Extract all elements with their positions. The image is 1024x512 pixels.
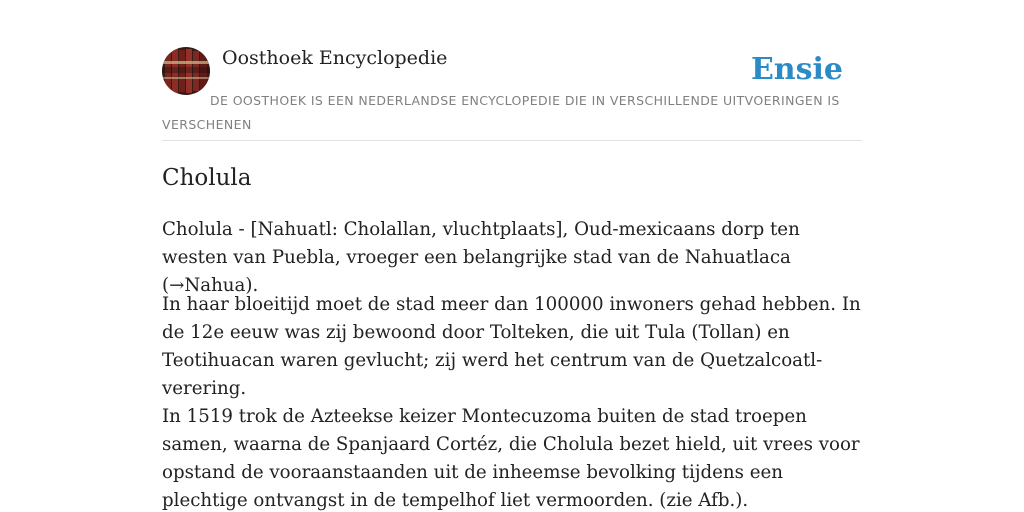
article-paragraph-2: In haar bloeitijd moet de stad meer dan 100000 inwoners gehad hebben. In de 12e eeuw was zij bewoond door Tolteken, die uit Tula (Tollan) en Teotihuacan waren gevlucht; zij werd het centrum van de Quetzalcoatl-verering. <box>162 294 861 399</box>
book-spines-icon <box>162 47 210 95</box>
site-tagline: DE OOSTHOEK IS EEN NEDERLANDSE ENCYCLOPEDIE DIE IN VERSCHILLENDE UITVOERINGEN IS VERSCHENEN <box>162 93 840 132</box>
article-title: Cholula <box>162 165 252 191</box>
article-paragraph-3: In 1519 trok de Azteekse keizer Montecuzoma buiten de stad troepen samen, waarna de Spanjaard Cortéz, die Cholula bezet hield, uit vrees voor opstand de vooraanstaanden uit de inheemse bevolking tijdens een plechtige ontvangst in de tempelhof liet vermoorden. (zie Afb.). <box>162 406 860 511</box>
article-paragraph-1: Cholula - [Nahuatl: Cholallan, vluchtplaats], Oud-mexicaans dorp ten westen van Puebla, vroeger een belangrijke stad van de Nahuatlaca (→Nahua). <box>162 219 800 296</box>
avatar[interactable] <box>162 47 210 95</box>
site-name[interactable]: Oosthoek Encyclopedie <box>222 47 448 69</box>
brand-logo[interactable]: Ensie <box>750 52 843 87</box>
header <box>162 46 862 141</box>
